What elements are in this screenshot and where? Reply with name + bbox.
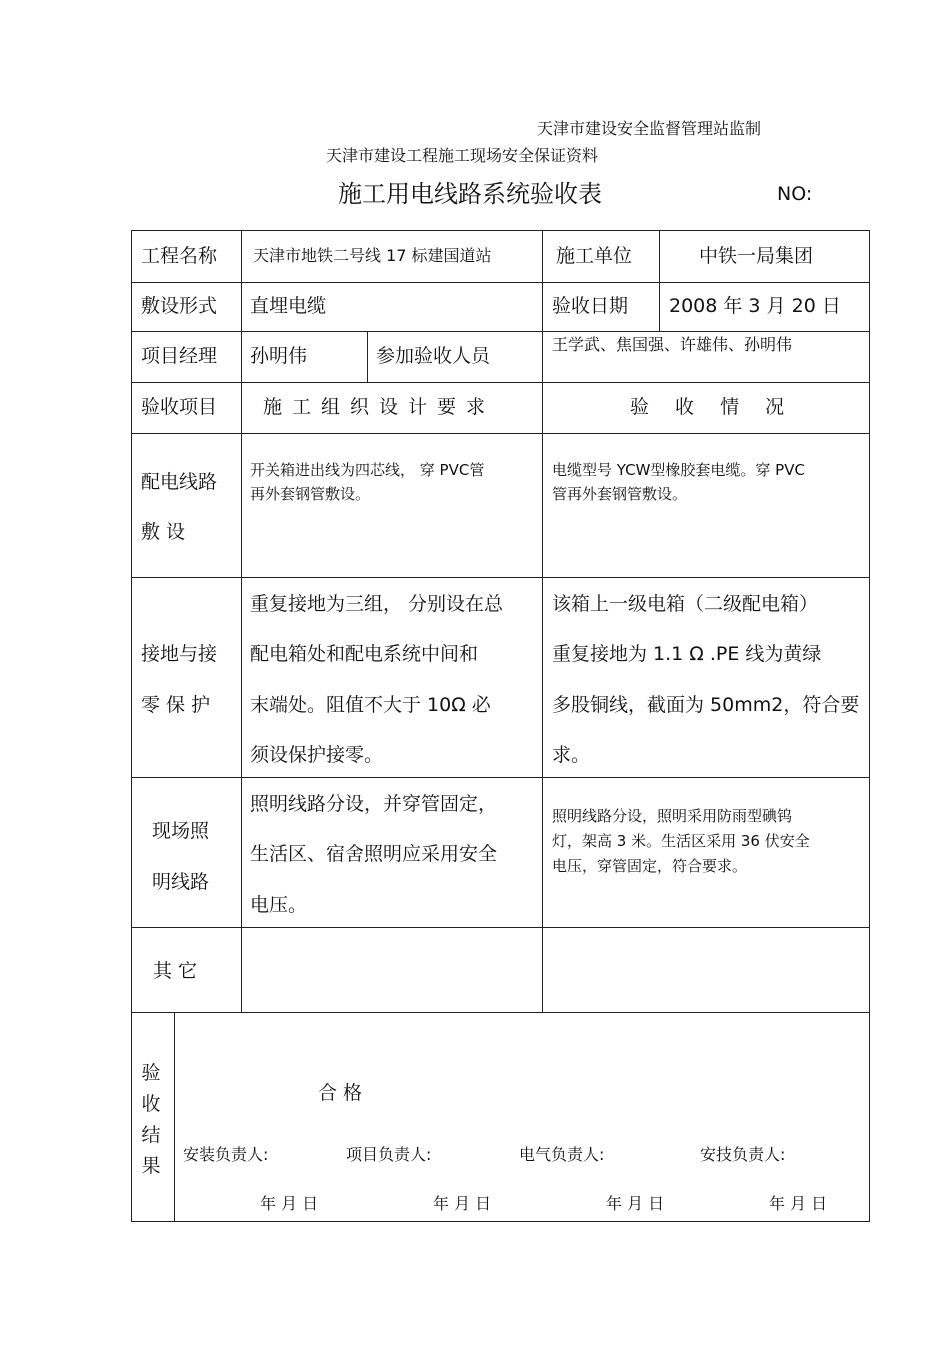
sign-date-safety: 年 月 日	[769, 1194, 828, 1213]
grounding-requirement-line3: 末端处。阻值不大于 10Ω 必	[250, 694, 491, 716]
sign-date-electrical: 年 月 日	[606, 1194, 665, 1213]
result-label-char: 验	[141, 1062, 161, 1084]
participants-label: 参加验收人员	[376, 345, 491, 367]
lighting-requirement-line1: 照明线路分设，并穿管固定，	[250, 793, 498, 815]
contractor-value: 中铁一局集团	[699, 245, 814, 267]
result-label	[139, 1058, 163, 1182]
lighting-status-line3: 电压，穿管固定，符合要求。	[552, 857, 748, 875]
number-label: NO:	[777, 183, 813, 205]
document-title: 施工用电线路系统验收表	[338, 180, 602, 208]
grounding-label-line1: 接地与接	[141, 643, 218, 665]
col-status-header: 验 收 情 况	[630, 396, 795, 418]
grounding-status-line1: 该箱上一级电箱（二级配电箱）	[552, 593, 819, 615]
signer-safety: 安技负责人:	[700, 1145, 786, 1164]
wiring-status-line2: 管再外套钢管敷设。	[552, 485, 688, 503]
wiring-requirement-line2: 再外套钢管敷设。	[250, 485, 371, 503]
grounding-status-line4: 求。	[552, 744, 591, 766]
acceptance-table	[131, 230, 870, 1222]
grounding-requirement-line4: 须设保护接零。	[250, 744, 384, 766]
grounding-status-line2: 重复接地为 1.1 Ω .PE 线为黄绿	[552, 643, 822, 665]
grounding-status-line3: 多股铜线，截面为 50mm2，符合要	[552, 694, 860, 716]
result-verdict: 合 格	[318, 1082, 363, 1104]
grounding-label-line2: 零 保 护	[141, 694, 211, 716]
pm-label: 项目经理	[141, 345, 218, 367]
col-requirement-header: 施工组织设计要求	[263, 396, 496, 418]
signer-project: 项目负责人:	[346, 1145, 432, 1164]
laying-form-value: 直埋电缆	[250, 295, 327, 317]
sign-date-install: 年 月 日	[260, 1194, 319, 1213]
signer-install: 安装负责人:	[183, 1145, 269, 1164]
project-name-label: 工程名称	[141, 245, 218, 267]
result-label-char: 收	[141, 1093, 161, 1115]
sign-date-project: 年 月 日	[433, 1194, 492, 1213]
lighting-requirement-line3: 电压。	[250, 894, 308, 916]
pm-value: 孙明伟	[250, 345, 308, 367]
wiring-requirement-line1: 开关箱进出线为四芯线， 穿 PVC管	[250, 461, 485, 479]
laying-form-label: 敷设形式	[141, 295, 218, 317]
accept-date-value: 2008 年 3 月 20 日	[669, 295, 841, 317]
result-label-char: 果	[141, 1155, 161, 1177]
lighting-label-line2: 明线路	[152, 871, 210, 893]
wiring-label-line2: 敷 设	[141, 521, 186, 543]
contractor-label: 施工单位	[556, 245, 633, 267]
lighting-label-line1: 现场照	[152, 820, 210, 842]
accept-date-label: 验收日期	[552, 295, 629, 317]
project-name-value: 天津市地铁二号线 17 标建国道站	[253, 246, 492, 265]
result-label-char: 结	[141, 1124, 161, 1146]
other-label: 其 它	[153, 960, 198, 982]
signer-electrical: 电气负责人:	[519, 1145, 605, 1164]
lighting-status-line1: 照明线路分设，照明采用防雨型碘钨	[552, 807, 793, 825]
grounding-requirement-line1: 重复接地为三组， 分别设在总	[250, 593, 504, 615]
col-item-header: 验收项目	[141, 396, 218, 418]
lighting-requirement-line2: 生活区、宿舍照明应采用安全	[250, 843, 498, 865]
wiring-label-line1: 配电线路	[141, 471, 218, 493]
wiring-status-line1: 电缆型号 YCW型橡胶套电缆。穿 PVC	[552, 461, 805, 479]
supervisor-note: 天津市建设安全监督管理站监制	[537, 119, 762, 138]
document-subtitle: 天津市建设工程施工现场安全保证资料	[326, 146, 599, 165]
lighting-status-line2: 灯，架高 3 米。生活区采用 36 伏安全	[552, 832, 810, 850]
grounding-requirement-line2: 配电箱处和配电系统中间和	[250, 643, 479, 665]
participants-value: 王学武、焦国强、许雄伟、孙明伟	[552, 335, 793, 354]
